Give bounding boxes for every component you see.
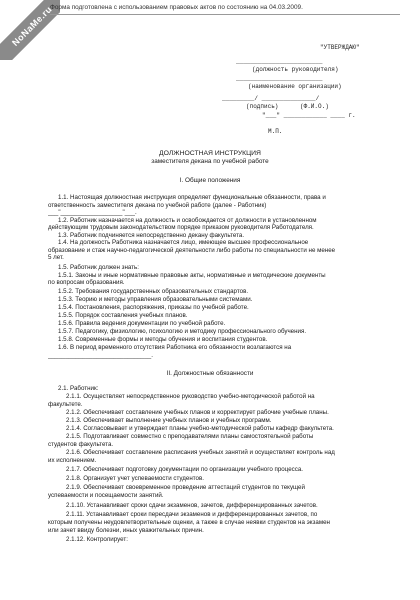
s2-line: 2.1. Работник: [58,385,99,392]
s2-line: 2.1.8. Организует учет успеваемости студентов. [66,475,204,482]
s1-line: действующим трудовым законодательством порядке приказом руководителя Работодателя. [48,224,314,231]
s2-line: 2.1.6. Обеспечивает составление расписания учебных занятий и осуществляет контроль над [66,449,335,456]
position-line: ________________________ [236,58,323,65]
s1-line: 1.5. Работник должен знать: [58,264,139,271]
s2-line: факультете. [48,401,83,408]
s2-line: 2.1.12. Контролирует: [66,536,128,543]
s1-line: ___"__________________"___. [48,209,137,216]
s2-line: которым получены неудовлетворительные оценки, а также в случае неявки студентов на экзамен [48,519,330,526]
s2-line: студентов факультета. [48,441,114,448]
s2-line: 2.1.10. Устанавливает сроки сдачи экзаменов, зачетов, дифференцированных зачетов. [66,502,318,509]
document-title: ДОЛЖНОСТНАЯ ИНСТРУКЦИЯ [159,150,261,157]
s2-line: 2.1.11. Устанавливает сроки пересдачи экзаменов и дифференцированных зачетов, по [66,511,318,518]
s1-line: 1.5.5. Порядок составления учебных планов. [58,312,188,319]
s1-line: 1.1. Настоящая должностная инструкция определяет функциональные обязанности, права и [58,194,326,201]
s2-line: или зачет ввиду болезни, иных уважительных причин. [48,527,204,534]
s1-line: 1.5.7. Педагогику, физиологию, психологию и методику профессионального обучения. [58,328,307,335]
signature-hint: (подпись) (Ф.И.О.) [246,103,329,110]
s1-line: 1.6. В период временного отсутствия Работника его обязанности возлагаются на [58,344,292,351]
s1-line: 1.5.6. Правила ведения документации по учебной работе. [58,320,226,327]
s1-line: образование и стаж научно-педагогической деятельности либо работы по специальности не менее [48,246,336,254]
s1-line: 1.2. Работник назначается на должность и освобождается от должности в установленном [58,216,317,224]
organization-hint: (наименование организации) [248,83,342,90]
watermark-band: NoNaMe.ru [0,0,60,60]
header-divider [50,14,400,15]
date-line: "___" ____________ ____ г. [262,112,356,119]
s2-line: успеваемости и посещаемости занятий. [48,492,164,499]
seal-placeholder: М.П. [268,128,283,135]
s2-line: 2.1.4. Согласовывает и утверждает планы учебно-методической работы кафедр факультета. [66,425,334,432]
section-1-heading: I. Общие положения [179,177,241,184]
position-hint: (должность руководителя) [252,66,339,73]
s1-line: ответственность заместителя декана по учебной работе (далее - Работник) [48,201,267,209]
s2-line: 2.1.3. Обеспечивает выполнение учебных планов и учебных программ. [66,417,272,424]
s1-line: 5 лет. [48,254,64,261]
document-subtitle: заместителя декана по учебной работе [151,158,269,165]
s2-line: 2.1.9. Обеспечивает своевременное проведение аттестаций студентов по текущей [66,484,305,491]
organization-line: ________________________ [236,75,323,82]
s1-line: 1.5.8. Современные формы и методы обучения и воспитания студентов. [58,336,268,343]
approval-stamp: "УТВЕРЖДАЮ" [320,44,360,51]
s2-line: 2.1.1. Осуществляет непосредственное руководство учебно-методической работой на [66,393,315,400]
header-note: Форма подготовлена с использованием правовых актов по состоянию на 04.03.2009. [50,4,303,11]
s1-line: ______________________________. [48,352,153,359]
section-2-heading: II. Должностные обязанности [166,370,254,377]
s1-line: 1.5.1. Законы и иные нормативные правовые акты, нормативные и методические документы [58,271,326,279]
s2-line: 2.1.7. Обеспечивает подготовку документации по организации учебного процесса. [66,466,304,473]
s1-line: 1.5.4. Постановления, распоряжения, приказы по учебной работе. [58,304,249,311]
s1-line: 1.3. Работник подчиняется непосредственно декану факультета. [58,231,245,239]
s2-line: 2.1.5. Подготавливает совместно с преподавателями планы самостоятельной работы [66,433,314,440]
s1-line: 1.5.3. Теорию и методы управления образовательными системами. [58,296,253,303]
s1-line: по вопросам образования. [48,279,125,286]
s2-line: их исполнением. [48,457,97,464]
s1-line: 1.4. На должность Работника назначается лицо, имеющее высшее профессиональное [58,239,309,246]
signature-line: _________/ _______________/ [222,95,320,102]
s1-line: 1.5.2. Требования государственных образовательных стандартов. [58,288,249,295]
s2-line: 2.1.2. Обеспечивает составление учебных планов и корректирует рабочие учебные планы. [66,409,329,416]
